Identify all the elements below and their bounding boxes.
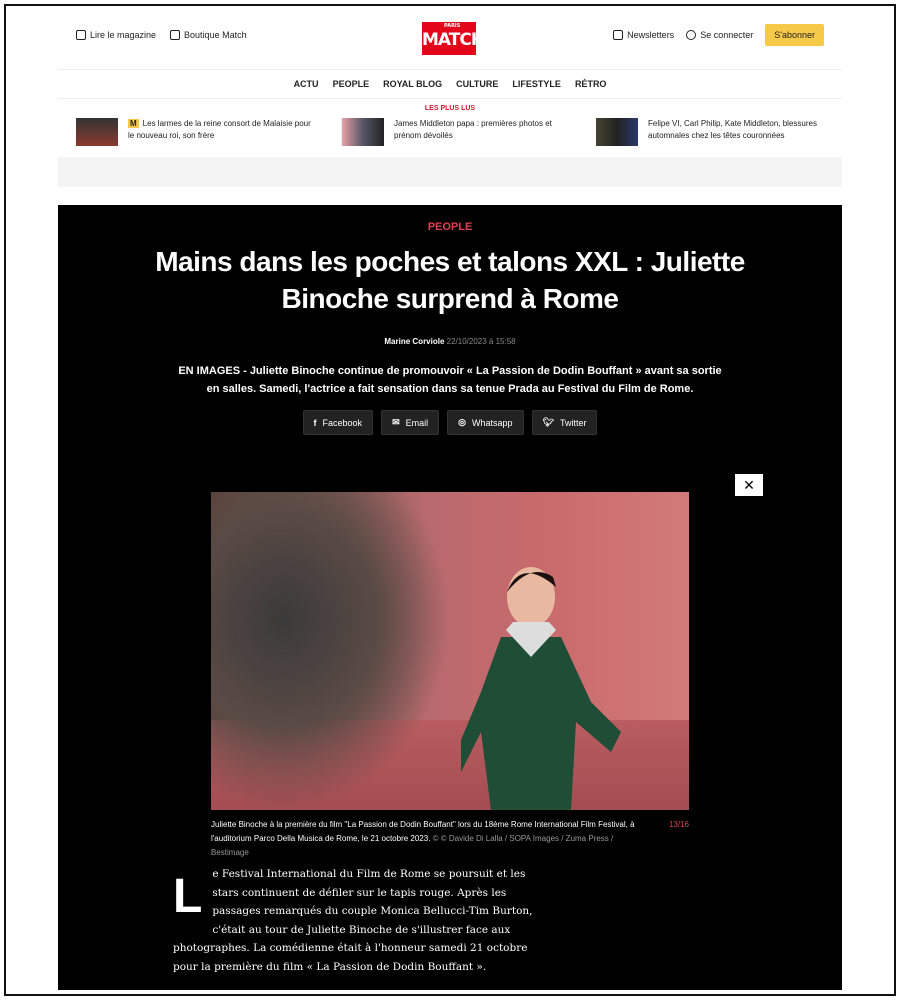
drop-cap: L: [173, 870, 203, 923]
photo-crowd: [211, 492, 451, 810]
read-magazine-link[interactable]: Lire le magazine: [76, 30, 156, 40]
nav-retro[interactable]: RÉTRO: [574, 79, 607, 89]
newsletters-link[interactable]: Newsletters: [613, 30, 674, 40]
article-title: Mains dans les poches et talons XXL : Juliette Binoche surprend à Rome: [155, 246, 745, 314]
article: [58, 205, 842, 990]
close-icon[interactable]: ✕: [735, 474, 763, 496]
gallery-counter: 13/16: [668, 820, 689, 829]
nav-actu[interactable]: ACTU: [293, 79, 319, 89]
date: 22/10/2023 à 15:58: [446, 337, 516, 346]
thumbnail: [342, 118, 384, 146]
article-lead: EN IMAGES - Juliette Binoche continue de promouvoir « La Passion de Dodin Bouffant » avant sa sortie en salles. Samedi, l'actrice a fait sensation dans sa tenue Prada au Festival du Film de Rome.: [178, 365, 722, 395]
main-nav: [58, 69, 842, 99]
mail-icon: [613, 30, 623, 40]
user-icon: [686, 30, 696, 40]
bag-icon: [170, 30, 180, 40]
photo-caption: Juliette Binoche à la première du film "La Passion de Dodin Bouffant" lors du 18ème Rome International Film Festival, à l'auditorium Parco Della Musica de Rome, le 21 octobre 2023. © © Davide Di Lalla / SOPA Images / Zuma Press / Bestimage 13/16: [211, 820, 689, 857]
mail-icon: ✉: [392, 417, 400, 427]
share-twitter-button[interactable]: 🐦︎ Twitter: [532, 410, 598, 435]
facebook-icon: f: [313, 417, 317, 428]
twitter-icon: 🐦︎: [542, 417, 554, 427]
logo[interactable]: PARIS MATCH: [422, 22, 476, 55]
shop-link[interactable]: Boutique Match: [170, 30, 247, 40]
nav-culture[interactable]: CULTURE: [456, 79, 499, 89]
category-label[interactable]: PEOPLE: [427, 221, 473, 233]
share-email-button[interactable]: ✉ Email: [381, 410, 439, 435]
nav-lifestyle[interactable]: LIFESTYLE: [512, 79, 561, 89]
article-body: Le Festival International du Film de Rome se poursuit et les stars continuent de défiler sur le tapis rouge. Après les passages remarqués du couple Monica Bellucci-Tim Burton, c'était au tour de Juliette Binoche de s'illustrer face aux photographes. La comédienne était à l'honneur samedi 21 octobre pour la première du film « La Passion de Dodin Bouffant ».: [173, 868, 533, 973]
magazine-icon: [76, 30, 86, 40]
most-read-item[interactable]: M Les larmes de la reine consort de Malaisie pour le nouveau roi, son frère: [76, 118, 316, 146]
thumbnail: [76, 118, 118, 146]
nav-royal-blog[interactable]: ROYAL BLOG: [383, 79, 443, 89]
whatsapp-icon: ◎: [458, 417, 466, 427]
article-photo[interactable]: [211, 492, 689, 810]
premium-badge: M: [130, 119, 137, 128]
byline: [58, 337, 842, 346]
share-facebook-button[interactable]: f Facebook: [303, 410, 374, 435]
header: [58, 20, 842, 70]
most-read-item[interactable]: Felipe VI, Carl Philip, Kate Middleton, blessures automnales chez les têtes couronnées: [596, 118, 836, 146]
share-whatsapp-button[interactable]: ◎ Whatsapp: [447, 410, 523, 435]
share-bar: [58, 410, 842, 435]
nav-people[interactable]: PEOPLE: [332, 79, 370, 89]
subscribe-button[interactable]: S'abonner: [765, 24, 824, 46]
thumbnail: [596, 118, 638, 146]
most-read-item[interactable]: James Middleton papa : premières photos et prénom dévoilés: [341, 118, 581, 146]
login-link[interactable]: Se connecter: [686, 30, 753, 40]
author[interactable]: Marine Corviole: [384, 337, 445, 346]
photo-subject: [461, 562, 671, 810]
most-read-title: LES PLUS LUS: [424, 105, 476, 112]
photo-credit: © © Davide Di Lalla / SOPA Images / Zuma Press / Bestimage: [211, 834, 614, 857]
ad-placeholder: [58, 157, 842, 187]
